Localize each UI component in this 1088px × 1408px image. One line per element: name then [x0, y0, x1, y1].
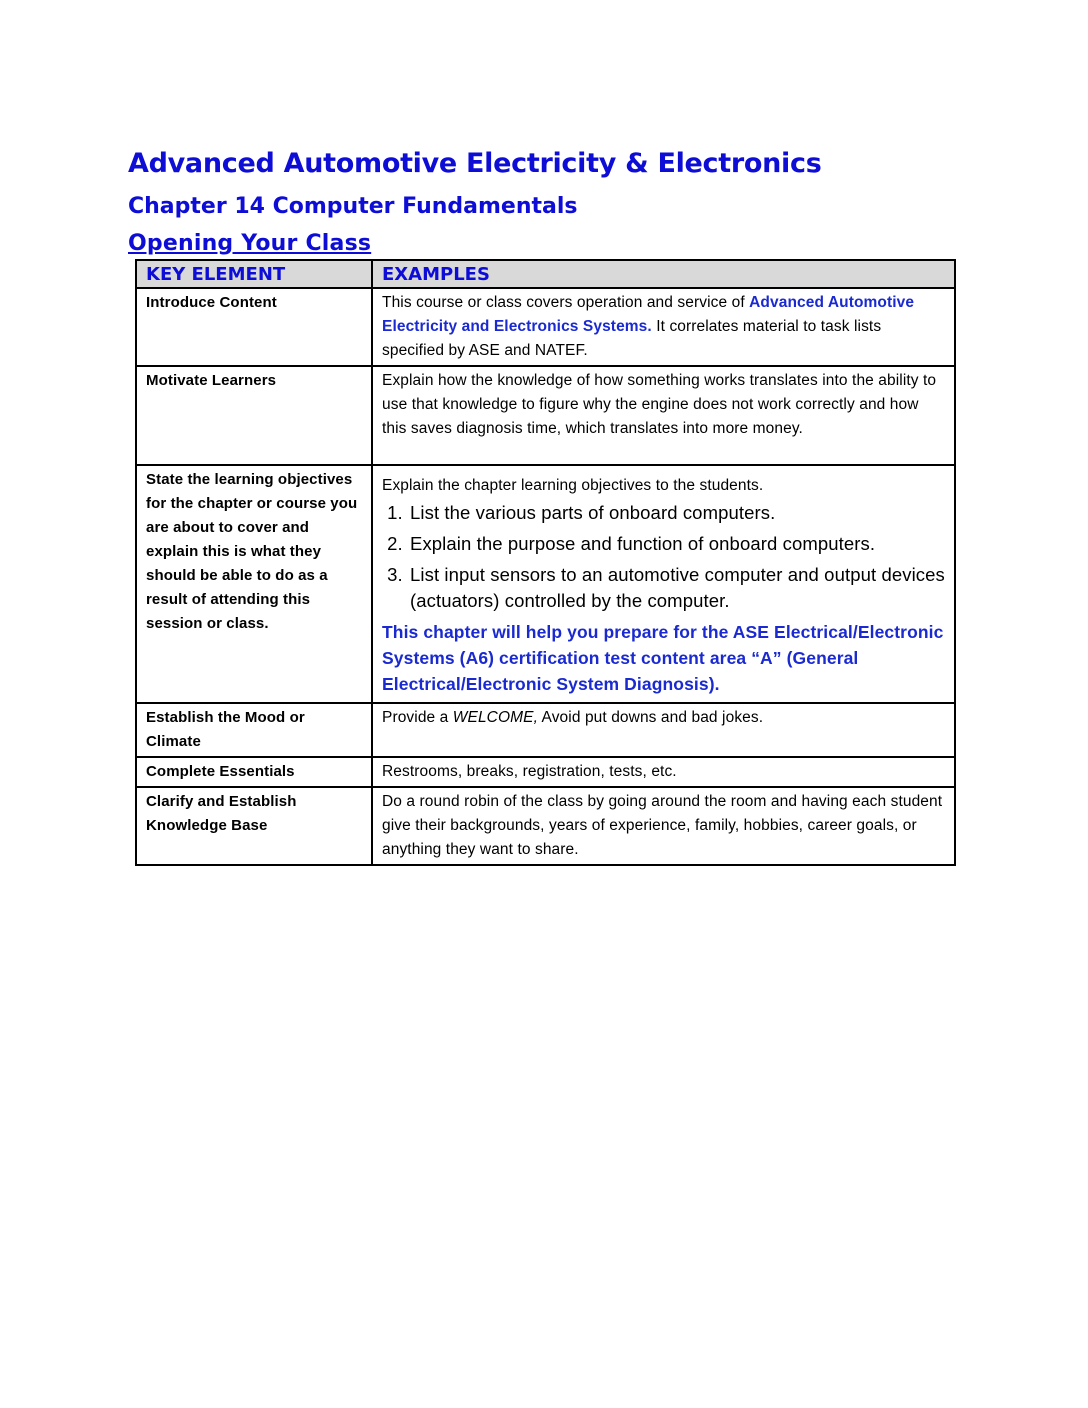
objective-item: 1. List the various parts of onboard computers.: [408, 500, 945, 526]
example-cell: [372, 703, 955, 757]
opening-class-table: [135, 259, 956, 866]
welcome-emphasis: WELCOME,: [452, 709, 538, 726]
objective-item: 3. List input sensors to an automotive computer and output devices (actuators) controlled by the computer.: [408, 562, 945, 614]
table-row: [136, 465, 955, 703]
ase-certification-note: This chapter will help you prepare for the ASE Electrical/Electronic Systems (A6) certification test content area “A” (General Electrical/Electronic System Diagnosis).: [382, 622, 944, 694]
example-cell: [372, 288, 955, 366]
key-element-cell: State the learning objectives for the chapter or course you are about to cover and explain this is what they should be able to do as a result of attending this session or class.: [136, 465, 372, 703]
example-text: This course or class covers operation and service of: [382, 294, 750, 311]
table-row: [136, 288, 955, 366]
objectives-list: [382, 500, 945, 614]
course-name-highlight: Advanced Automotive Electricity and Electronics Systems.: [382, 294, 915, 335]
key-element-cell: Complete Essentials: [136, 757, 372, 787]
key-element-cell: Introduce Content: [136, 288, 372, 366]
table-row: [136, 366, 955, 465]
table-header-row: [136, 260, 955, 288]
key-element-cell: Motivate Learners: [136, 366, 372, 465]
example-text: Provide a: [382, 709, 453, 726]
example-cell: Restrooms, breaks, registration, tests, etc.: [372, 757, 955, 787]
table-row: [136, 757, 955, 787]
example-text: It correlates material to task lists specified by ASE and NATEF.: [382, 318, 882, 359]
key-element-cell: Establish the Mood or Climate: [136, 703, 372, 757]
document-title: Advanced Automotive Electricity & Electronics: [128, 148, 822, 179]
example-text: Avoid put downs and bad jokes.: [538, 709, 764, 726]
example-cell: Explain how the knowledge of how something works translates into the ability to use that knowledge to figure why the engine does not work correctly and how this saves diagnosis time, which translates into more money.: [372, 366, 955, 465]
table-row: [136, 703, 955, 757]
example-cell: [372, 465, 955, 703]
column-header-key-element: KEY ELEMENT: [136, 260, 372, 288]
column-header-examples: EXAMPLES: [372, 260, 955, 288]
objective-item: 2. Explain the purpose and function of onboard computers.: [408, 531, 945, 557]
objectives-intro: Explain the chapter learning objectives to the students.: [382, 477, 764, 494]
table-row: [136, 787, 955, 865]
key-element-cell: Clarify and Establish Knowledge Base: [136, 787, 372, 865]
example-cell: Do a round robin of the class by going around the room and having each student give their backgrounds, years of experience, family, hobbies, career goals, or anything they want to share.: [372, 787, 955, 865]
chapter-title: Chapter 14 Computer Fundamentals: [128, 194, 578, 219]
section-heading: Opening Your Class: [128, 231, 372, 256]
